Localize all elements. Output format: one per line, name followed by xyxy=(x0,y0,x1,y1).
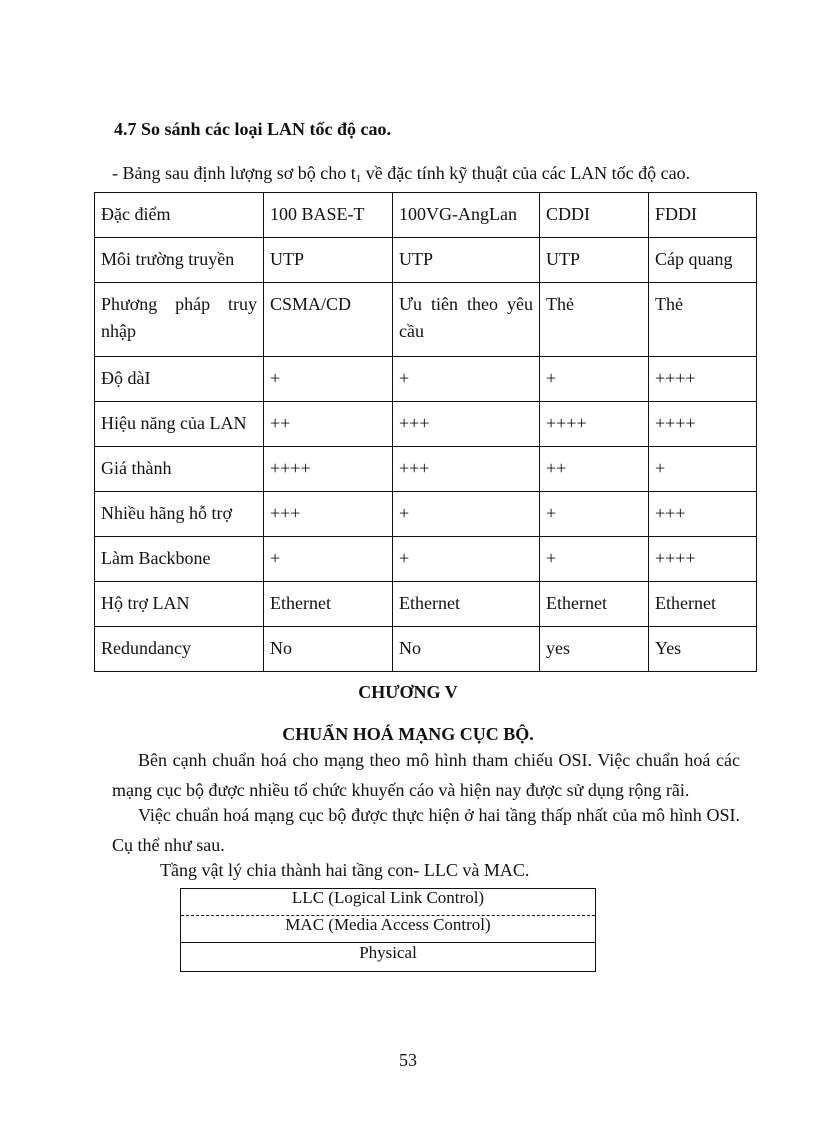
table-cell: + xyxy=(393,492,540,537)
table-cell: Hiệu năng của LAN xyxy=(95,402,264,447)
table-header-cell: Đặc điểm xyxy=(95,193,264,238)
paragraph-standardization-intro: Bên cạnh chuẩn hoá cho mạng theo mô hình tham chiếu OSI. Việc chuẩn hoá các mạng cục bộ được nhiều tổ chức khuyến cáo và hiện nay được sử dụng rộng rãi. xyxy=(112,750,740,800)
table-header-cell: FDDI xyxy=(649,193,757,238)
table-cell: + xyxy=(264,537,393,582)
table-cell: +++ xyxy=(393,447,540,492)
table-header-cell: CDDI xyxy=(540,193,649,238)
intro-text-after: về đặc tính kỹ thuật của các LAN tốc độ cao. xyxy=(361,163,691,183)
table-cell: + xyxy=(393,537,540,582)
table-cell: Giá thành xyxy=(95,447,264,492)
table-cell: Ethernet xyxy=(540,582,649,627)
table-cell: UTP xyxy=(393,238,540,283)
table-cell: No xyxy=(264,627,393,672)
table-row xyxy=(95,627,757,672)
table-row xyxy=(95,402,757,447)
section-heading: 4.7 So sánh các loại LAN tốc độ cao. xyxy=(114,119,392,139)
table-row xyxy=(95,357,757,402)
table-cell: Hộ trợ LAN xyxy=(95,582,264,627)
table-cell: +++ xyxy=(264,492,393,537)
table-cell: CSMA/CD xyxy=(264,283,393,357)
table-cell: ++++ xyxy=(540,402,649,447)
table-cell: Thẻ xyxy=(649,283,757,357)
table-cell: Làm Backbone xyxy=(95,537,264,582)
table-row xyxy=(95,492,757,537)
table-cell: Ưu tiên theo yêu cầu xyxy=(393,283,540,357)
paragraph-sublayers: Tầng vật lý chia thành hai tầng con- LLC và MAC. xyxy=(160,860,530,880)
table-cell: UTP xyxy=(540,238,649,283)
table-cell: ++ xyxy=(540,447,649,492)
table-cell: Redundancy xyxy=(95,627,264,672)
layer-mac: MAC (Media Access Control) xyxy=(285,915,491,934)
table-row xyxy=(95,283,757,357)
table-cell: ++ xyxy=(264,402,393,447)
intro-text-before: - Bảng sau định lượng sơ bộ cho t xyxy=(112,163,356,183)
table-cell: No xyxy=(393,627,540,672)
table-cell: + xyxy=(540,357,649,402)
table-cell: Cáp quang xyxy=(649,238,757,283)
table-cell: + xyxy=(264,357,393,402)
table-cell: Yes xyxy=(649,627,757,672)
table-cell: Ethernet xyxy=(264,582,393,627)
table-cell: ++++ xyxy=(649,357,757,402)
table-cell: + xyxy=(540,537,649,582)
table-cell: ++++ xyxy=(649,537,757,582)
table-row xyxy=(95,238,757,283)
table-header-cell: 100VG-AngLan xyxy=(393,193,540,238)
table-cell: +++ xyxy=(649,492,757,537)
table-cell: + xyxy=(540,492,649,537)
table-cell: yes xyxy=(540,627,649,672)
table-cell: ++++ xyxy=(649,402,757,447)
table-cell: ++++ xyxy=(264,447,393,492)
table-cell: Môi trường truyền xyxy=(95,238,264,283)
layer-diagram xyxy=(180,888,596,972)
table-row xyxy=(95,447,757,492)
paragraph-lower-layers: Việc chuẩn hoá mạng cục bộ được thực hiện ở hai tầng thấp nhất của mô hình OSI. Cụ thể như sau. xyxy=(112,805,740,855)
table-cell: Ethernet xyxy=(393,582,540,627)
lan-comparison-table xyxy=(94,192,757,672)
table-header-cell: 100 BASE-T xyxy=(264,193,393,238)
table-cell: + xyxy=(649,447,757,492)
table-header-row xyxy=(95,193,757,238)
table-cell: Độ dàI xyxy=(95,357,264,402)
table-row xyxy=(95,537,757,582)
intro-subscript: 1 xyxy=(355,173,362,185)
chapter-number: CHƯƠNG V xyxy=(358,682,458,702)
page-number: 53 xyxy=(399,1050,417,1070)
table-cell: Phương pháp truy nhập xyxy=(95,283,264,357)
table-intro xyxy=(112,162,690,190)
table-row xyxy=(95,582,757,627)
table-cell: UTP xyxy=(264,238,393,283)
table-cell: + xyxy=(393,357,540,402)
chapter-title: CHUẨN HOÁ MẠNG CỤC BỘ. xyxy=(282,724,534,744)
table-cell: Ethernet xyxy=(649,582,757,627)
table-cell: Thẻ xyxy=(540,283,649,357)
layer-llc: LLC (Logical Link Control) xyxy=(291,888,485,907)
table-cell: Nhiều hãng hỗ trợ xyxy=(95,492,264,537)
table-cell: +++ xyxy=(393,402,540,447)
layer-physical: Physical xyxy=(359,943,417,962)
